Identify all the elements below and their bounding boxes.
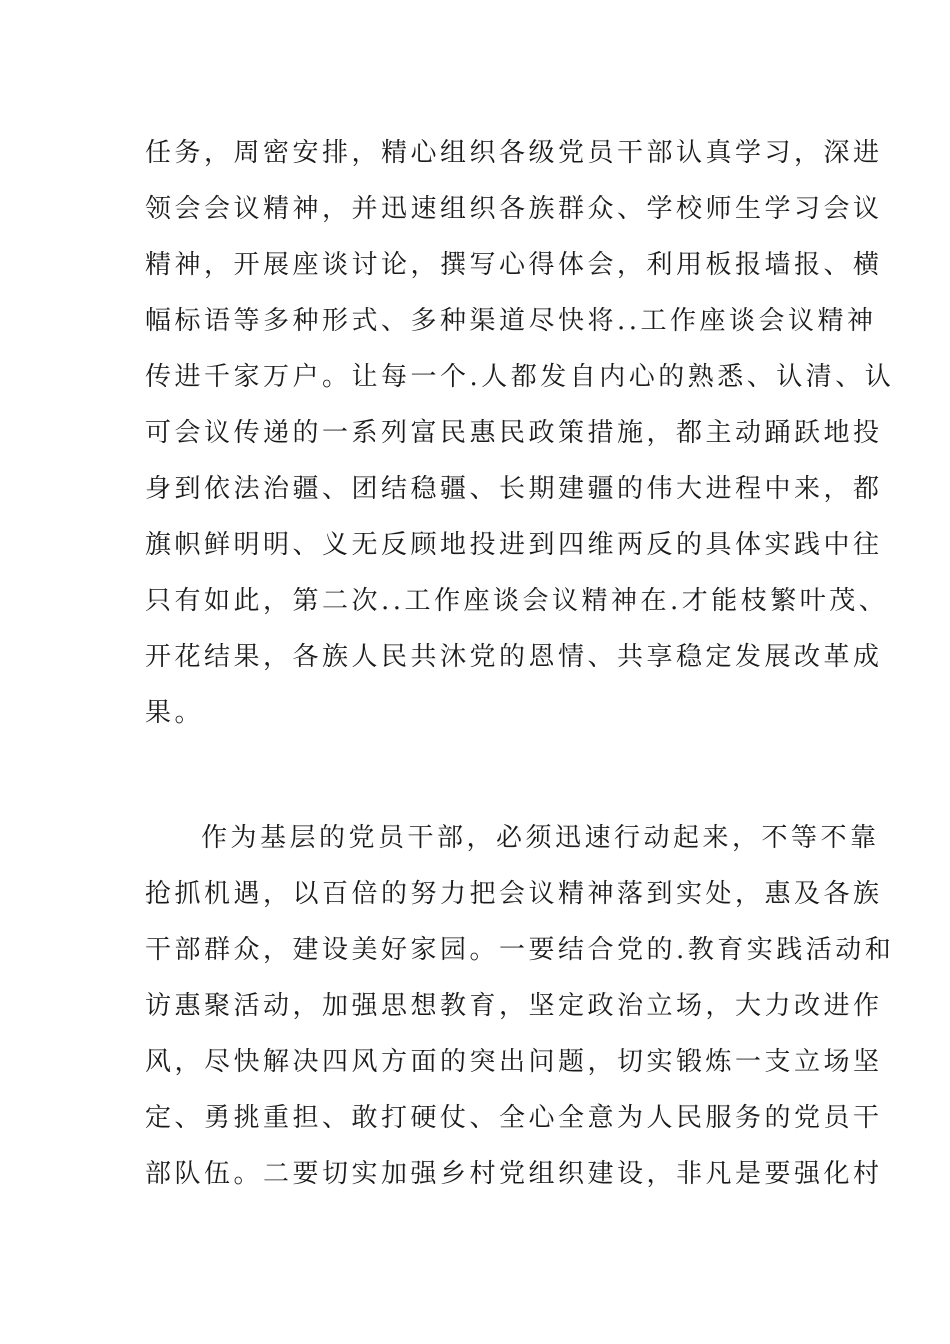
text-line: 身到依法治疆、团结稳疆、长期建疆的伟大进程中来，都 [145, 474, 883, 504]
text-line: 作为基层的党员干部，必须迅速行动起来，不等不靠 [201, 823, 880, 853]
text-line: 旗帜鲜明明、义无反顾地投进到四维两反的具体实践中往 [145, 530, 883, 560]
text-line: 任务，周密安排，精心组织各级党员干部认真学习，深进 [145, 138, 883, 168]
text-line: 开花结果，各族人民共沐党的恩情、共享稳定发展改革成 [145, 642, 883, 672]
text-line: 精神，开展座谈讨论，撰写心得体会，利用板报墙报、横 [145, 250, 883, 280]
text-line: 抢抓机遇，以百倍的努力把会议精神落到实处，惠及各族 [145, 879, 883, 909]
text-line: 部队伍。二要切实加强乡村党组织建设，非凡是要强化村 [145, 1159, 883, 1189]
text-line: 幅标语等多种形式、多种渠道尽快将..工作座谈会议精神 [145, 306, 877, 336]
text-line: 干部群众，建设美好家园。一要结合党的.教育实践活动和 [145, 935, 895, 965]
text-line: 定、勇挑重担、敢打硬仗、全心全意为人民服务的党员干 [145, 1103, 883, 1133]
text-line: 可会议传递的一系列富民惠民政策措施，都主动踊跃地投 [145, 418, 883, 448]
paragraph-1 [145, 125, 895, 741]
text-line: 果。 [145, 698, 205, 728]
text-line: 访惠聚活动，加强思想教育，坚定政治立场，大力改进作 [145, 991, 883, 1021]
text-line: 风，尽快解决四风方面的突出问题，切实锻炼一支立场坚 [145, 1047, 883, 1077]
text-line: 只有如此，第二次..工作座谈会议精神在.才能枝繁叶茂、 [145, 586, 889, 616]
text-line: 传进千家万户。让每一个.人都发自内心的熟悉、认清、认 [145, 362, 895, 392]
paragraph-2 [145, 810, 895, 1202]
text-line: 领会会议精神，并迅速组织各族群众、学校师生学习会议 [145, 194, 883, 224]
